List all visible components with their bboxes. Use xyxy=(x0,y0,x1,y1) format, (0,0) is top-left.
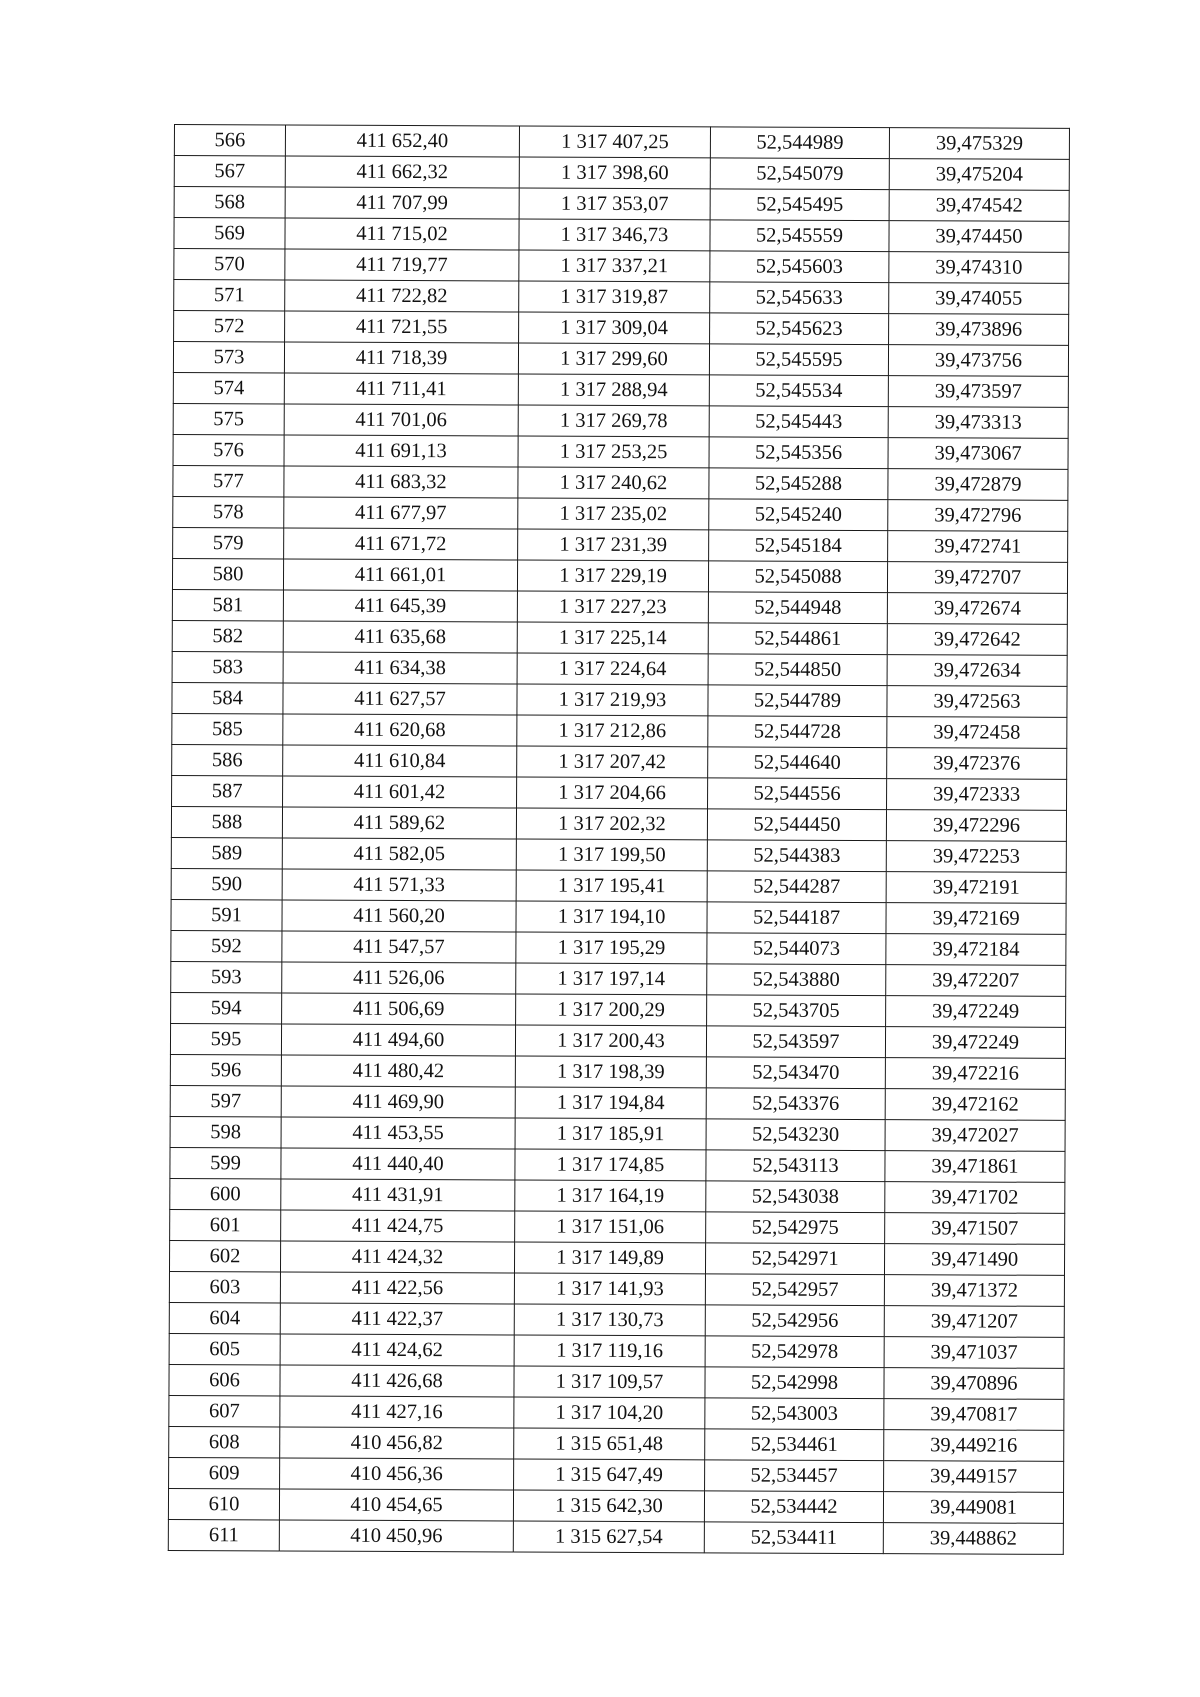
longitude-cell: 39,472253 xyxy=(886,841,1066,873)
table-row xyxy=(171,992,1066,1027)
longitude-cell: 39,471507 xyxy=(885,1213,1065,1245)
y-coordinate-cell: 1 317 219,93 xyxy=(517,684,708,716)
latitude-cell: 52,542957 xyxy=(705,1274,884,1306)
y-coordinate-cell: 1 317 195,41 xyxy=(516,870,707,902)
y-coordinate-cell: 1 317 204,66 xyxy=(517,777,708,809)
table-row xyxy=(172,651,1067,686)
x-coordinate-cell: 411 424,32 xyxy=(280,1241,514,1273)
table-row xyxy=(169,1302,1064,1337)
latitude-cell: 52,544640 xyxy=(708,747,887,779)
table-row xyxy=(174,218,1069,253)
table-row xyxy=(171,961,1066,996)
longitude-cell: 39,471861 xyxy=(885,1151,1065,1183)
point-number-cell: 593 xyxy=(171,961,282,992)
y-coordinate-cell: 1 317 149,89 xyxy=(514,1242,705,1274)
x-coordinate-cell: 411 480,42 xyxy=(281,1055,515,1087)
point-number-cell: 575 xyxy=(173,403,284,434)
point-number-cell: 597 xyxy=(170,1085,281,1116)
latitude-cell: 52,544073 xyxy=(707,933,886,965)
y-coordinate-cell: 1 317 309,04 xyxy=(519,312,710,344)
latitude-cell: 52,542975 xyxy=(706,1212,885,1244)
y-coordinate-cell: 1 317 353,07 xyxy=(519,188,710,220)
table-row xyxy=(172,682,1067,717)
point-number-cell: 567 xyxy=(174,156,285,187)
y-coordinate-cell: 1 317 227,23 xyxy=(517,591,708,623)
y-coordinate-cell: 1 317 199,50 xyxy=(516,839,707,871)
x-coordinate-cell: 411 715,02 xyxy=(285,218,519,250)
longitude-cell: 39,472216 xyxy=(885,1058,1065,1090)
table-row xyxy=(172,620,1067,655)
y-coordinate-cell: 1 317 288,94 xyxy=(518,374,709,406)
point-number-cell: 568 xyxy=(174,187,285,218)
y-coordinate-cell: 1 317 151,06 xyxy=(515,1211,706,1243)
table-row xyxy=(169,1240,1064,1275)
table-row xyxy=(170,1023,1065,1058)
x-coordinate-cell: 411 494,60 xyxy=(281,1024,515,1056)
y-coordinate-cell: 1 317 240,62 xyxy=(518,467,709,499)
longitude-cell: 39,472207 xyxy=(886,965,1066,997)
point-number-cell: 588 xyxy=(171,806,282,837)
longitude-cell: 39,474055 xyxy=(889,283,1069,315)
x-coordinate-cell: 411 691,13 xyxy=(284,435,518,467)
point-number-cell: 566 xyxy=(174,125,285,156)
longitude-cell: 39,471702 xyxy=(885,1182,1065,1214)
x-coordinate-cell: 411 440,40 xyxy=(281,1148,515,1180)
x-coordinate-cell: 411 620,68 xyxy=(283,714,517,746)
latitude-cell: 52,544287 xyxy=(707,871,886,903)
longitude-cell: 39,473597 xyxy=(888,376,1068,408)
latitude-cell: 52,544850 xyxy=(708,654,887,686)
latitude-cell: 52,545356 xyxy=(709,437,888,469)
y-coordinate-cell: 1 317 174,85 xyxy=(515,1149,706,1181)
table-row xyxy=(168,1488,1063,1523)
longitude-cell: 39,472879 xyxy=(888,469,1068,501)
x-coordinate-cell: 411 683,32 xyxy=(284,466,518,498)
x-coordinate-cell: 411 589,62 xyxy=(282,807,516,839)
latitude-cell: 52,545240 xyxy=(709,499,888,531)
table-row xyxy=(171,868,1066,903)
latitude-cell: 52,543113 xyxy=(706,1150,885,1182)
point-number-cell: 578 xyxy=(173,496,284,527)
table-row xyxy=(172,558,1067,593)
y-coordinate-cell: 1 317 197,14 xyxy=(516,963,707,995)
longitude-cell: 39,448862 xyxy=(883,1523,1063,1555)
latitude-cell: 52,545623 xyxy=(710,313,889,345)
longitude-cell: 39,472333 xyxy=(887,779,1067,811)
point-number-cell: 573 xyxy=(173,342,284,373)
longitude-cell: 39,471372 xyxy=(884,1275,1064,1307)
longitude-cell: 39,449081 xyxy=(883,1492,1063,1524)
y-coordinate-cell: 1 317 130,73 xyxy=(514,1304,705,1336)
y-coordinate-cell: 1 317 319,87 xyxy=(519,281,710,313)
longitude-cell: 39,475329 xyxy=(889,128,1069,160)
longitude-cell: 39,472376 xyxy=(887,748,1067,780)
point-number-cell: 570 xyxy=(174,249,285,280)
longitude-cell: 39,472674 xyxy=(887,593,1067,625)
longitude-cell: 39,473067 xyxy=(888,438,1068,470)
latitude-cell: 52,545088 xyxy=(708,561,887,593)
table-row xyxy=(174,125,1069,160)
point-number-cell: 599 xyxy=(170,1147,281,1178)
point-number-cell: 596 xyxy=(170,1054,281,1085)
x-coordinate-cell: 411 635,68 xyxy=(283,621,517,653)
latitude-cell: 52,545443 xyxy=(709,406,888,438)
longitude-cell: 39,472249 xyxy=(886,996,1066,1028)
y-coordinate-cell: 1 317 229,19 xyxy=(517,560,708,592)
longitude-cell: 39,474450 xyxy=(889,221,1069,253)
x-coordinate-cell: 411 610,84 xyxy=(283,745,517,777)
y-coordinate-cell: 1 315 642,30 xyxy=(513,1490,704,1522)
table-row xyxy=(169,1333,1064,1368)
y-coordinate-cell: 1 317 231,39 xyxy=(518,529,709,561)
y-coordinate-cell: 1 317 253,25 xyxy=(518,436,709,468)
coordinates-table-body xyxy=(168,125,1069,1555)
y-coordinate-cell: 1 317 200,43 xyxy=(515,1025,706,1057)
x-coordinate-cell: 410 456,82 xyxy=(280,1427,514,1459)
longitude-cell: 39,473896 xyxy=(889,314,1069,346)
table-row xyxy=(174,311,1069,346)
y-coordinate-cell: 1 317 225,14 xyxy=(517,622,708,654)
y-coordinate-cell: 1 317 407,25 xyxy=(519,126,710,158)
latitude-cell: 52,545633 xyxy=(710,282,889,314)
point-number-cell: 605 xyxy=(169,1333,280,1364)
x-coordinate-cell: 411 677,97 xyxy=(284,497,518,529)
table-row xyxy=(173,403,1068,438)
table-row xyxy=(174,249,1069,284)
latitude-cell: 52,543880 xyxy=(707,964,886,996)
latitude-cell: 52,544187 xyxy=(707,902,886,934)
point-number-cell: 591 xyxy=(171,899,282,930)
table-row xyxy=(174,187,1069,222)
latitude-cell: 52,544383 xyxy=(707,840,886,872)
latitude-cell: 52,534442 xyxy=(704,1491,883,1523)
latitude-cell: 52,545595 xyxy=(709,344,888,376)
longitude-cell: 39,470817 xyxy=(884,1399,1064,1431)
y-coordinate-cell: 1 317 109,57 xyxy=(514,1366,705,1398)
table-row xyxy=(170,1116,1065,1151)
table-row xyxy=(169,1395,1064,1430)
x-coordinate-cell: 411 601,42 xyxy=(283,776,517,808)
longitude-cell: 39,472707 xyxy=(887,562,1067,594)
y-coordinate-cell: 1 317 104,20 xyxy=(514,1397,705,1429)
y-coordinate-cell: 1 317 299,60 xyxy=(518,343,709,375)
longitude-cell: 39,473756 xyxy=(888,345,1068,377)
point-number-cell: 592 xyxy=(171,930,282,961)
y-coordinate-cell: 1 317 212,86 xyxy=(517,715,708,747)
point-number-cell: 602 xyxy=(169,1240,280,1271)
point-number-cell: 589 xyxy=(171,837,282,868)
latitude-cell: 52,544948 xyxy=(708,592,887,624)
longitude-cell: 39,472249 xyxy=(885,1027,1065,1059)
y-coordinate-cell: 1 317 398,60 xyxy=(519,157,710,189)
longitude-cell: 39,449216 xyxy=(884,1430,1064,1462)
x-coordinate-cell: 411 652,40 xyxy=(285,125,519,157)
table-row xyxy=(171,930,1066,965)
y-coordinate-cell: 1 317 235,02 xyxy=(518,498,709,530)
point-number-cell: 590 xyxy=(171,868,282,899)
y-coordinate-cell: 1 317 200,29 xyxy=(516,994,707,1026)
table-row xyxy=(171,899,1066,934)
y-coordinate-cell: 1 317 164,19 xyxy=(515,1180,706,1212)
latitude-cell: 52,542998 xyxy=(705,1367,884,1399)
point-number-cell: 572 xyxy=(174,311,285,342)
x-coordinate-cell: 411 453,55 xyxy=(281,1117,515,1149)
x-coordinate-cell: 411 560,20 xyxy=(282,900,516,932)
x-coordinate-cell: 411 571,33 xyxy=(282,869,516,901)
table-row xyxy=(169,1426,1064,1461)
latitude-cell: 52,534457 xyxy=(705,1460,884,1492)
x-coordinate-cell: 411 662,32 xyxy=(285,156,519,188)
point-number-cell: 604 xyxy=(169,1302,280,1333)
latitude-cell: 52,544989 xyxy=(710,127,889,159)
longitude-cell: 39,472162 xyxy=(885,1089,1065,1121)
x-coordinate-cell: 411 526,06 xyxy=(282,962,516,994)
latitude-cell: 52,545288 xyxy=(709,468,888,500)
y-coordinate-cell: 1 317 119,16 xyxy=(514,1335,705,1367)
latitude-cell: 52,545603 xyxy=(710,251,889,283)
latitude-cell: 52,545184 xyxy=(709,530,888,562)
table-row xyxy=(172,589,1067,624)
longitude-cell: 39,475204 xyxy=(889,159,1069,191)
longitude-cell: 39,474310 xyxy=(889,252,1069,284)
x-coordinate-cell: 411 469,90 xyxy=(281,1086,515,1118)
longitude-cell: 39,472642 xyxy=(887,624,1067,656)
table-row xyxy=(174,156,1069,191)
table-row xyxy=(173,527,1068,562)
table-row xyxy=(173,342,1068,377)
point-number-cell: 581 xyxy=(172,589,283,620)
y-coordinate-cell: 1 317 269,78 xyxy=(518,405,709,437)
x-coordinate-cell: 411 721,55 xyxy=(285,311,519,343)
table-row xyxy=(169,1364,1064,1399)
longitude-cell: 39,472458 xyxy=(887,717,1067,749)
point-number-cell: 609 xyxy=(169,1457,280,1488)
y-coordinate-cell: 1 317 195,29 xyxy=(516,932,707,964)
point-number-cell: 571 xyxy=(174,280,285,311)
x-coordinate-cell: 410 456,36 xyxy=(280,1458,514,1490)
point-number-cell: 598 xyxy=(170,1116,281,1147)
latitude-cell: 52,543597 xyxy=(706,1026,885,1058)
latitude-cell: 52,543705 xyxy=(707,995,886,1027)
longitude-cell: 39,471207 xyxy=(884,1306,1064,1338)
latitude-cell: 52,545495 xyxy=(710,189,889,221)
latitude-cell: 52,544556 xyxy=(708,778,887,810)
longitude-cell: 39,449157 xyxy=(884,1461,1064,1493)
y-coordinate-cell: 1 315 647,49 xyxy=(514,1459,705,1491)
x-coordinate-cell: 411 431,91 xyxy=(281,1179,515,1211)
point-number-cell: 601 xyxy=(170,1209,281,1240)
latitude-cell: 52,543470 xyxy=(706,1057,885,1089)
point-number-cell: 577 xyxy=(173,465,284,496)
table-row xyxy=(170,1054,1065,1089)
latitude-cell: 52,534411 xyxy=(704,1522,883,1554)
y-coordinate-cell: 1 317 337,21 xyxy=(519,250,710,282)
x-coordinate-cell: 411 671,72 xyxy=(284,528,518,560)
x-coordinate-cell: 411 427,16 xyxy=(280,1396,514,1428)
latitude-cell: 52,542971 xyxy=(705,1243,884,1275)
x-coordinate-cell: 411 627,57 xyxy=(283,683,517,715)
latitude-cell: 52,544861 xyxy=(708,623,887,655)
point-number-cell: 606 xyxy=(169,1364,280,1395)
table-row xyxy=(170,1209,1065,1244)
point-number-cell: 579 xyxy=(173,527,284,558)
table-row xyxy=(172,744,1067,779)
table-row xyxy=(172,713,1067,748)
table-row xyxy=(169,1457,1064,1492)
longitude-cell: 39,471490 xyxy=(884,1244,1064,1276)
table-row xyxy=(171,806,1066,841)
y-coordinate-cell: 1 317 198,39 xyxy=(515,1056,706,1088)
table-row xyxy=(170,1085,1065,1120)
longitude-cell: 39,472296 xyxy=(886,810,1066,842)
point-number-cell: 600 xyxy=(170,1178,281,1209)
point-number-cell: 584 xyxy=(172,682,283,713)
latitude-cell: 52,545079 xyxy=(710,158,889,190)
latitude-cell: 52,542956 xyxy=(705,1305,884,1337)
longitude-cell: 39,472741 xyxy=(888,531,1068,563)
y-coordinate-cell: 1 317 207,42 xyxy=(517,746,708,778)
point-number-cell: 607 xyxy=(169,1395,280,1426)
latitude-cell: 52,544728 xyxy=(708,716,887,748)
y-coordinate-cell: 1 317 194,10 xyxy=(516,901,707,933)
y-coordinate-cell: 1 317 194,84 xyxy=(515,1087,706,1119)
longitude-cell: 39,472796 xyxy=(888,500,1068,532)
latitude-cell: 52,543003 xyxy=(705,1398,884,1430)
x-coordinate-cell: 411 645,39 xyxy=(283,590,517,622)
point-number-cell: 583 xyxy=(172,651,283,682)
longitude-cell: 39,472563 xyxy=(887,686,1067,718)
y-coordinate-cell: 1 317 346,73 xyxy=(519,219,710,251)
latitude-cell: 52,545534 xyxy=(709,375,888,407)
x-coordinate-cell: 411 722,82 xyxy=(285,280,519,312)
x-coordinate-cell: 411 547,57 xyxy=(282,931,516,963)
point-number-cell: 585 xyxy=(172,713,283,744)
table-row xyxy=(171,837,1066,872)
longitude-cell: 39,472184 xyxy=(886,934,1066,966)
table-row xyxy=(168,1519,1063,1554)
longitude-cell: 39,471037 xyxy=(884,1337,1064,1369)
point-number-cell: 574 xyxy=(173,372,284,403)
x-coordinate-cell: 411 424,62 xyxy=(280,1334,514,1366)
point-number-cell: 603 xyxy=(169,1271,280,1302)
point-number-cell: 611 xyxy=(168,1519,279,1550)
y-coordinate-cell: 1 315 627,54 xyxy=(513,1521,704,1553)
longitude-cell: 39,473313 xyxy=(888,407,1068,439)
longitude-cell: 39,470896 xyxy=(884,1368,1064,1400)
x-coordinate-cell: 411 707,99 xyxy=(285,187,519,219)
x-coordinate-cell: 411 422,56 xyxy=(280,1272,514,1304)
y-coordinate-cell: 1 317 224,64 xyxy=(517,653,708,685)
latitude-cell: 52,544450 xyxy=(707,809,886,841)
point-number-cell: 594 xyxy=(171,992,282,1023)
longitude-cell: 39,472169 xyxy=(886,903,1066,935)
table-row xyxy=(174,280,1069,315)
x-coordinate-cell: 411 634,38 xyxy=(283,652,517,684)
x-coordinate-cell: 411 719,77 xyxy=(285,249,519,281)
longitude-cell: 39,472191 xyxy=(886,872,1066,904)
table-row xyxy=(169,1271,1064,1306)
table-row xyxy=(173,496,1068,531)
point-number-cell: 569 xyxy=(174,218,285,249)
longitude-cell: 39,474542 xyxy=(889,190,1069,222)
x-coordinate-cell: 410 454,65 xyxy=(279,1489,513,1521)
table-row xyxy=(170,1178,1065,1213)
point-number-cell: 595 xyxy=(170,1023,281,1054)
point-number-cell: 576 xyxy=(173,434,284,465)
table-row xyxy=(173,434,1068,469)
point-number-cell: 610 xyxy=(168,1488,279,1519)
table-row xyxy=(173,372,1068,407)
point-number-cell: 582 xyxy=(172,620,283,651)
table-row xyxy=(173,465,1068,500)
x-coordinate-cell: 411 426,68 xyxy=(280,1365,514,1397)
y-coordinate-cell: 1 317 185,91 xyxy=(515,1118,706,1150)
longitude-cell: 39,472634 xyxy=(887,655,1067,687)
point-number-cell: 587 xyxy=(172,775,283,806)
latitude-cell: 52,543376 xyxy=(706,1088,885,1120)
latitude-cell: 52,545559 xyxy=(710,220,889,252)
x-coordinate-cell: 411 661,01 xyxy=(283,559,517,591)
y-coordinate-cell: 1 317 202,32 xyxy=(516,808,707,840)
x-coordinate-cell: 411 424,75 xyxy=(281,1210,515,1242)
table-row xyxy=(172,775,1067,810)
x-coordinate-cell: 411 701,06 xyxy=(284,404,518,436)
latitude-cell: 52,534461 xyxy=(705,1429,884,1461)
longitude-cell: 39,472027 xyxy=(885,1120,1065,1152)
point-number-cell: 608 xyxy=(169,1426,280,1457)
point-number-cell: 580 xyxy=(172,558,283,589)
y-coordinate-cell: 1 317 141,93 xyxy=(514,1273,705,1305)
x-coordinate-cell: 411 422,37 xyxy=(280,1303,514,1335)
latitude-cell: 52,543038 xyxy=(706,1181,885,1213)
latitude-cell: 52,544789 xyxy=(708,685,887,717)
latitude-cell: 52,542978 xyxy=(705,1336,884,1368)
latitude-cell: 52,543230 xyxy=(706,1119,885,1151)
coordinates-table xyxy=(168,124,1070,1555)
y-coordinate-cell: 1 315 651,48 xyxy=(514,1428,705,1460)
x-coordinate-cell: 411 506,69 xyxy=(282,993,516,1025)
table-row xyxy=(170,1147,1065,1182)
x-coordinate-cell: 411 718,39 xyxy=(284,342,518,374)
x-coordinate-cell: 410 450,96 xyxy=(279,1520,513,1552)
x-coordinate-cell: 411 582,05 xyxy=(282,838,516,870)
x-coordinate-cell: 411 711,41 xyxy=(284,373,518,405)
point-number-cell: 586 xyxy=(172,744,283,775)
